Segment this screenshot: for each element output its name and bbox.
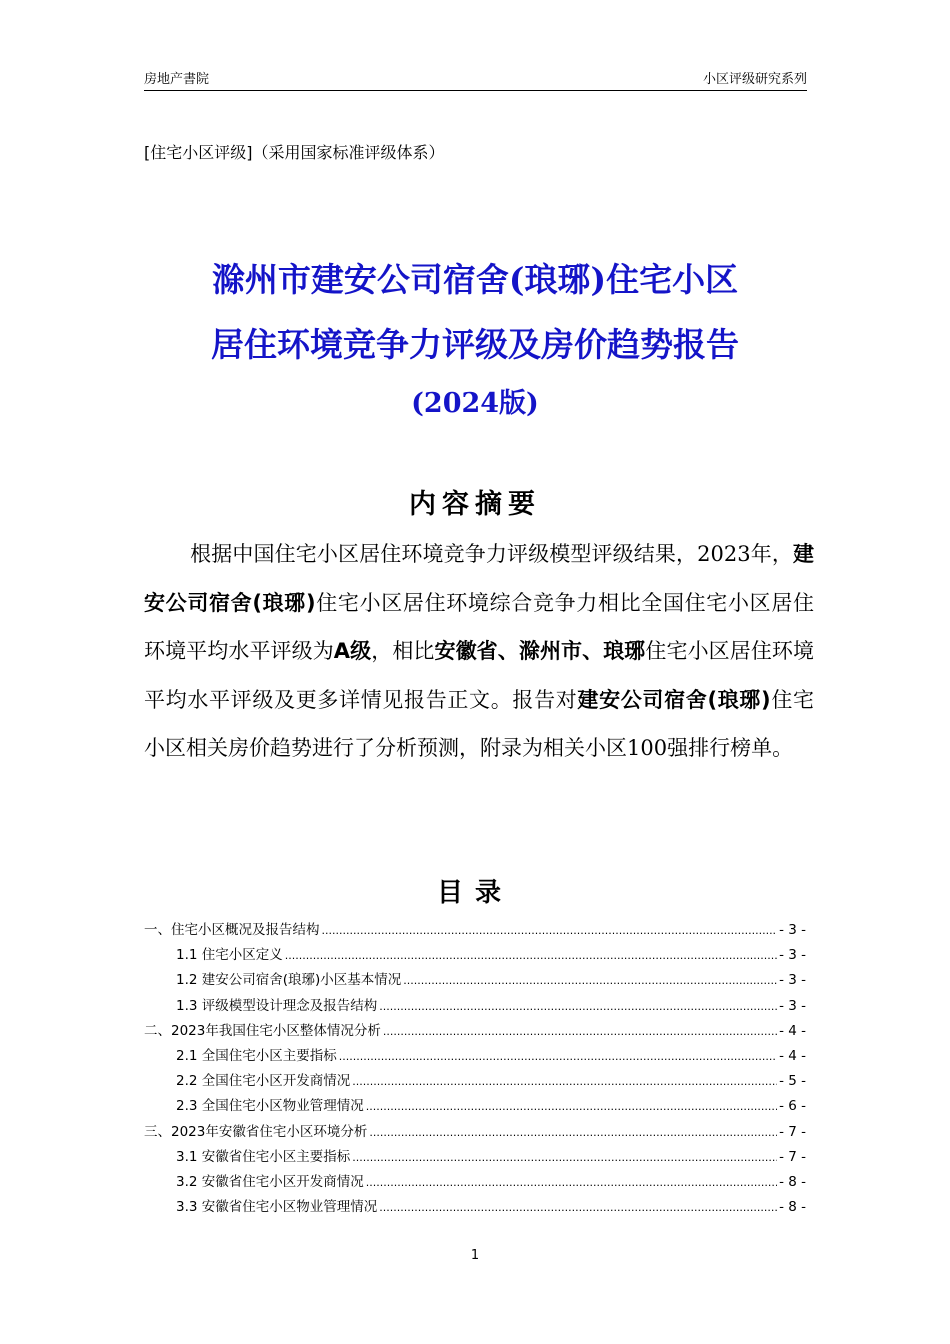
toc-dot-leader — [383, 1025, 777, 1038]
toc-entry[interactable] — [144, 1195, 806, 1220]
abstract-bold-4: 建安公司宿舍(琅琊) — [577, 687, 771, 712]
toc-dot-leader — [369, 1126, 777, 1139]
page-number: 1 — [470, 1248, 480, 1263]
toc-entry[interactable] — [144, 968, 806, 993]
toc-entry[interactable] — [144, 1145, 806, 1170]
toc-entry-page: - 7 - — [779, 1148, 806, 1165]
toc-entry-page: - 3 - — [779, 972, 806, 989]
toc-entry-page: - 3 - — [779, 947, 806, 964]
report-classification: [住宅小区评级]（采用国家标准评级体系） — [144, 143, 445, 162]
abstract-text-3: ，相比 — [371, 639, 435, 663]
report-title-line-1: 滁州市建安公司宿舍(琅琊)住宅小区 — [211, 260, 739, 299]
toc-entry-page: - 3 - — [779, 997, 806, 1014]
toc-dot-leader — [352, 1075, 777, 1088]
toc-entry[interactable] — [144, 943, 806, 968]
page-header — [144, 62, 807, 91]
toc-entry[interactable] — [144, 1069, 806, 1094]
toc-entry[interactable] — [144, 994, 806, 1019]
toc-entry-title: 3.1 安徽省住宅小区主要指标 — [176, 1148, 351, 1165]
toc-entry-title: 3.3 安徽省住宅小区物业管理情况 — [176, 1199, 378, 1216]
toc-entry-title: 三、2023年安徽省住宅小区环境分析 — [144, 1123, 368, 1140]
toc-entry-title: 二、2023年我国住宅小区整体情况分析 — [144, 1022, 381, 1039]
abstract-text-1: 根据中国住宅小区居住环境竞争力评级模型评级结果，2023年， — [190, 542, 793, 566]
toc-dot-leader — [339, 1050, 777, 1063]
toc-entry-page: - 5 - — [779, 1073, 806, 1090]
table-of-contents — [144, 918, 806, 1220]
toc-heading: 目录 — [436, 878, 513, 908]
toc-dot-leader — [403, 974, 777, 987]
toc-entry-title: 一、住宅小区概况及报告结构 — [144, 922, 320, 938]
toc-entry-page: - 7 - — [779, 1123, 806, 1140]
report-edition: (2024版) — [411, 388, 539, 419]
toc-entry-page: - 8 - — [779, 1173, 806, 1190]
toc-entry[interactable] — [144, 1094, 806, 1119]
toc-dot-leader — [366, 1176, 777, 1189]
toc-entry[interactable] — [144, 1120, 806, 1145]
toc-entry-page: - 6 - — [779, 1098, 806, 1115]
toc-dot-leader — [366, 1100, 777, 1113]
toc-entry-page: - 4 - — [779, 1047, 806, 1064]
toc-dot-leader — [352, 1151, 777, 1164]
abstract-bold-1: 建安公司宿舍(琅琊) — [144, 542, 814, 615]
toc-entry[interactable] — [144, 1019, 806, 1044]
header-series: 小区评级研究系列 — [702, 72, 807, 87]
toc-entry-title: 2.3 全国住宅小区物业管理情况 — [176, 1098, 364, 1115]
abstract-text-5: 住宅小区相关房价趋势进行了分析预测，附录为相关小区100强排行榜单。 — [144, 687, 814, 760]
toc-dot-leader — [379, 1000, 777, 1013]
toc-entry-page: - 8 - — [779, 1199, 806, 1216]
header-publisher: 房地产書院 — [144, 72, 210, 87]
toc-entry-title: 1.3 评级模型设计理念及报告结构 — [176, 997, 378, 1014]
abstract-text-2: 住宅小区居住环境综合竞争力相比全国住宅小区居住环境平均水平评级为 — [144, 590, 814, 663]
toc-entry-page: - 4 - — [779, 1022, 806, 1039]
toc-entry[interactable] — [144, 1044, 806, 1069]
abstract-text-4: 住宅小区居住环境平均水平评级及更多详情见报告正文。报告对 — [144, 639, 815, 712]
toc-entry-page: - 3 - — [779, 922, 806, 938]
abstract-paragraph — [144, 530, 814, 773]
toc-entry-title: 3.2 安徽省住宅小区开发商情况 — [176, 1173, 364, 1190]
report-title-line-2: 居住环境竞争力评级及房价趋势报告 — [211, 325, 739, 364]
toc-entry-title: 1.2 建安公司宿舍(琅琊)小区基本情况 — [176, 972, 402, 989]
toc-entry[interactable] — [144, 918, 806, 943]
abstract-bold-3: 安徽省、滁州市、琅琊 — [434, 639, 646, 663]
toc-entry-title: 2.1 全国住宅小区主要指标 — [176, 1047, 337, 1064]
toc-dot-leader — [285, 949, 777, 962]
abstract-bold-2: A级 — [333, 639, 372, 663]
toc-entry-title: 2.2 全国住宅小区开发商情况 — [176, 1073, 351, 1090]
toc-entry-title: 1.1 住宅小区定义 — [176, 947, 283, 964]
toc-dot-leader — [379, 1201, 777, 1214]
toc-dot-leader — [322, 924, 778, 937]
abstract-heading: 内容摘要 — [409, 489, 541, 520]
toc-entry[interactable] — [144, 1170, 806, 1195]
